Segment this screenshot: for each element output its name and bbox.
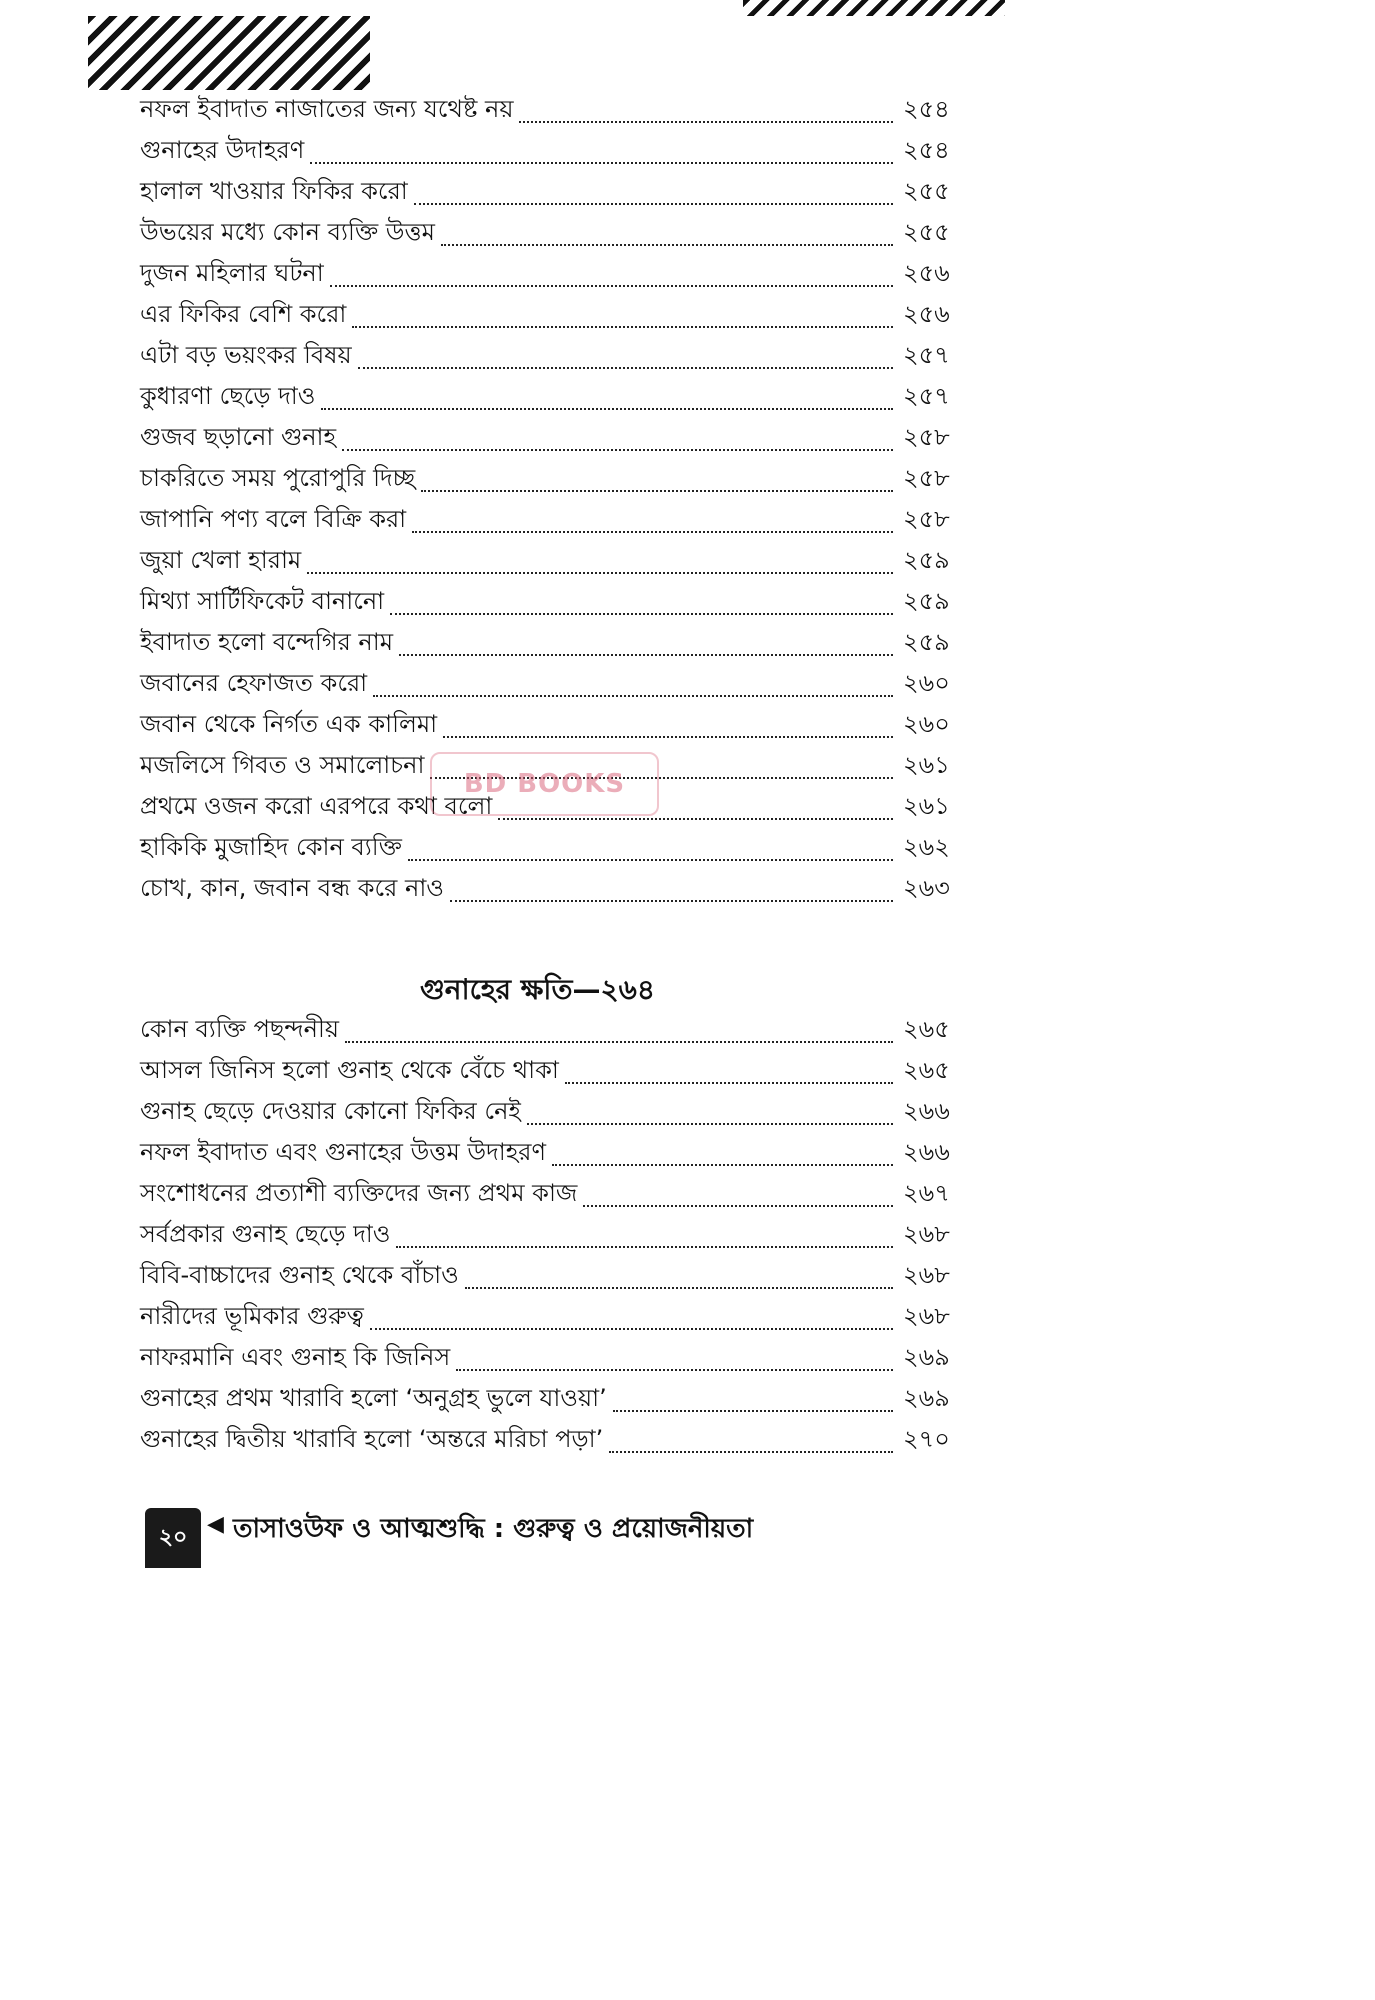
- toc-entry-page: ২৬৮: [903, 1302, 950, 1330]
- toc-entry-page: ২৫৪: [903, 95, 950, 123]
- dot-leader: [456, 1369, 893, 1371]
- toc-entry: [140, 1010, 965, 1051]
- toc-entry-title: হাকিকি মুজাহিদ কোন ব্যক্তি: [140, 833, 402, 861]
- toc-entry-page: ২৬২: [903, 833, 950, 861]
- toc-entry-page: ২৫৭: [903, 382, 950, 410]
- toc-entry: [140, 418, 965, 459]
- toc-entry: [140, 254, 965, 295]
- toc-entry-page: ২৬১: [903, 751, 950, 779]
- page-footer: [145, 1500, 845, 1568]
- toc-entry-page: ২৭০: [903, 1425, 950, 1453]
- dot-leader: [399, 654, 893, 656]
- toc-entry: [140, 459, 965, 500]
- toc-entry-title: গুনাহের উদাহরণ: [140, 136, 305, 164]
- toc-entry-page: ২৫৪: [903, 136, 950, 164]
- toc-entry-page: ২৬৮: [903, 1220, 950, 1248]
- toc-entry-title: গুনাহের প্রথম খারাবি হলো ‘অনুগ্রহ ভুলে যাওয়া’: [140, 1384, 607, 1412]
- toc-entry-page: ২৬০: [903, 669, 950, 697]
- toc-entry-page: ২৬৭: [903, 1179, 950, 1207]
- dot-leader: [310, 162, 893, 164]
- toc-entry-page: ২৬৫: [903, 1015, 950, 1043]
- toc-entry-page: ২৬৯: [903, 1384, 950, 1412]
- dot-leader: [527, 1123, 893, 1125]
- toc-entry-title: সংশোধনের প্রত্যাশী ব্যক্তিদের জন্য প্রথম কাজ: [140, 1179, 578, 1207]
- dot-leader: [342, 449, 893, 451]
- toc-entry-page: ২৬১: [903, 792, 950, 820]
- toc-entry-title: উভয়ের মধ্যে কোন ব্যক্তি উত্তম: [140, 218, 435, 246]
- dot-leader: [565, 1082, 893, 1084]
- dot-leader: [345, 1041, 893, 1043]
- dot-leader: [443, 736, 893, 738]
- toc-entry-page: ২৫৮: [903, 505, 950, 533]
- toc-entry: [140, 172, 965, 213]
- toc-entry-page: ২৬৮: [903, 1261, 950, 1289]
- toc-entry: [140, 869, 965, 910]
- toc-entry-title: মিথ্যা সার্টিফিকেট বানানো: [140, 587, 385, 615]
- toc-entry: [140, 1133, 965, 1174]
- toc-entry-page: ২৫৯: [903, 546, 950, 574]
- toc-entry: [140, 1215, 965, 1256]
- toc-entry: [140, 295, 965, 336]
- toc-entry-title: জবানের হেফাজত করো: [140, 669, 368, 697]
- page-number-badge: ২০: [145, 1508, 201, 1568]
- toc-entry-page: ২৫৫: [903, 218, 950, 246]
- toc-entry: [140, 90, 965, 131]
- dot-leader: [321, 408, 893, 410]
- toc-entry-title: নফল ইবাদাত এবং গুনাহের উত্তম উদাহরণ: [140, 1138, 547, 1166]
- decorative-hatch-left: [88, 16, 370, 90]
- toc-entry: [140, 1420, 965, 1461]
- toc-entry: [140, 1051, 965, 1092]
- toc-entry-title: এটা বড় ভয়ংকর বিষয়: [140, 341, 352, 369]
- toc-entry: [140, 1256, 965, 1297]
- dot-leader: [498, 818, 893, 820]
- toc-entry-title: প্রথমে ওজন করো এরপরে কথা বলো: [140, 792, 493, 820]
- toc-entry: [140, 541, 965, 582]
- toc-entry-title: মজলিসে গিবত ও সমালোচনা: [140, 751, 425, 779]
- toc-entry: [140, 1297, 965, 1338]
- dot-leader: [552, 1164, 893, 1166]
- toc-entry: [140, 582, 965, 623]
- dot-leader: [352, 326, 893, 328]
- toc-entry-page: ২৫৮: [903, 423, 950, 451]
- toc-entry-page: ২৬৬: [903, 1138, 950, 1166]
- dot-leader: [408, 859, 893, 861]
- toc-entry-title: গুনাহের দ্বিতীয় খারাবি হলো ‘অন্তরে মরিচা পড়া’: [140, 1425, 604, 1453]
- dot-leader: [396, 1246, 893, 1248]
- toc-entry-title: ইবাদাত হলো বন্দেগির নাম: [140, 628, 394, 656]
- dot-leader: [465, 1287, 893, 1289]
- dot-leader: [441, 244, 893, 246]
- dot-leader: [414, 203, 893, 205]
- watermark: BD BOOKS: [430, 752, 659, 816]
- toc-entry-title: নারীদের ভূমিকার গুরুত্ব: [140, 1302, 364, 1330]
- toc-entry-title: গুজব ছড়ানো গুনাহ: [140, 423, 337, 451]
- toc-entry-title: চাকরিতে সময় পুরোপুরি দিচ্ছ: [140, 464, 416, 492]
- toc-entry: [140, 664, 965, 705]
- dot-leader: [370, 1328, 893, 1330]
- toc-entry-title: সর্বপ্রকার গুনাহ ছেড়ে দাও: [140, 1220, 391, 1248]
- toc-entry: [140, 1379, 965, 1420]
- dot-leader: [307, 572, 893, 574]
- dot-leader: [609, 1451, 893, 1453]
- dot-leader: [358, 367, 893, 369]
- toc-entry: [140, 705, 965, 746]
- dot-leader: [613, 1410, 893, 1412]
- toc-entry: [140, 1174, 965, 1215]
- toc-entry-title: হালাল খাওয়ার ফিকির করো: [140, 177, 408, 205]
- toc-entry-title: জুয়া খেলা হারাম: [140, 546, 302, 574]
- toc-entry-title: জাপানি পণ্য বলে বিক্রি করা: [140, 505, 407, 533]
- toc-entry: [140, 336, 965, 377]
- dot-leader: [421, 490, 893, 492]
- toc-entry: [140, 500, 965, 541]
- toc-entry: [140, 828, 965, 869]
- toc-entry-title: এর ফিকির বেশি করো: [140, 300, 347, 328]
- section-heading: গুনাহের ক্ষতি—২৬৪: [419, 973, 656, 1006]
- toc-entry-page: ২৫৫: [903, 177, 950, 205]
- toc-entry-title: চোখ, কান, জবান বন্ধ করে নাও: [140, 874, 444, 902]
- toc-entry-title: গুনাহ ছেড়ে দেওয়ার কোনো ফিকির নেই: [140, 1097, 521, 1125]
- toc-entry-page: ২৬৩: [903, 874, 950, 902]
- toc-entry: [140, 1092, 965, 1133]
- dot-leader: [373, 695, 893, 697]
- arrow-left-icon: ◀: [207, 1512, 224, 1537]
- toc-entry-page: ২৫৯: [903, 628, 950, 656]
- toc-list-part-2: [140, 1010, 965, 1461]
- dot-leader: [583, 1205, 893, 1207]
- dot-leader: [390, 613, 893, 615]
- dot-leader: [412, 531, 893, 533]
- toc-entry-page: ২৬৯: [903, 1343, 950, 1371]
- dot-leader: [519, 121, 893, 123]
- toc-entry-page: ২৫৬: [903, 300, 950, 328]
- toc-entry-title: দুজন মহিলার ঘটনা: [140, 259, 324, 287]
- toc-entry: [140, 213, 965, 254]
- decorative-hatch-right: [743, 0, 1005, 16]
- toc-entry: [140, 1338, 965, 1379]
- dot-leader: [450, 900, 893, 902]
- toc-entry-page: ২৫৬: [903, 259, 950, 287]
- toc-entry-title: নাফরমানি এবং গুনাহ কি জিনিস: [140, 1343, 451, 1371]
- toc-entry-title: বিবি-বাচ্চাদের গুনাহ থেকে বাঁচাও: [140, 1261, 459, 1289]
- toc-entry: [140, 377, 965, 418]
- toc-entry-title: নফল ইবাদাত নাজাতের জন্য যথেষ্ট নয়: [140, 95, 514, 123]
- toc-entry: [140, 131, 965, 172]
- toc-entry-page: ২৬০: [903, 710, 950, 738]
- toc-entry-title: কোন ব্যক্তি পছন্দনীয়: [140, 1015, 339, 1043]
- toc-entry-page: ২৬৬: [903, 1097, 950, 1125]
- toc-entry-page: ২৫৯: [903, 587, 950, 615]
- toc-entry-title: জবান থেকে নির্গত এক কালিমা: [140, 710, 438, 738]
- toc-entry-page: ২৫৭: [903, 341, 950, 369]
- toc-entry-title: আসল জিনিস হলো গুনাহ থেকে বেঁচে থাকা: [140, 1056, 559, 1084]
- book-title: তাসাওউফ ও আত্মশুদ্ধি : গুরুত্ব ও প্রয়োজনীয়তা: [233, 1514, 754, 1544]
- dot-leader: [330, 285, 893, 287]
- toc-entry-page: ২৬৫: [903, 1056, 950, 1084]
- toc-entry-page: ২৫৮: [903, 464, 950, 492]
- toc-entry-title: কুধারণা ছেড়ে দাও: [140, 382, 316, 410]
- toc-entry: [140, 623, 965, 664]
